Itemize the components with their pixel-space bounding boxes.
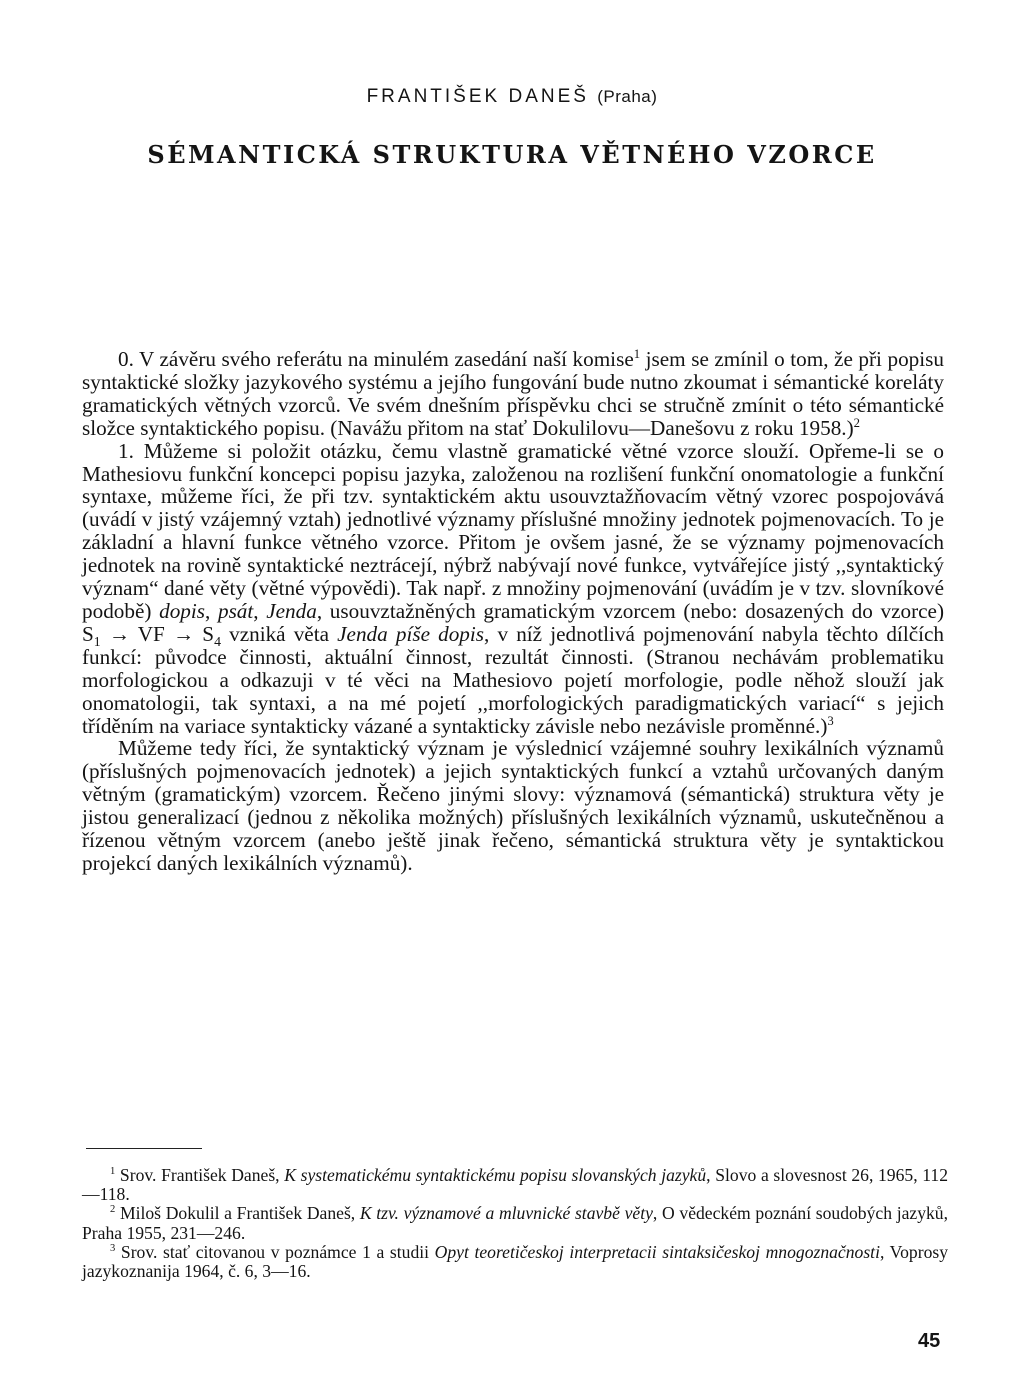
formula-arrows: → VF → S <box>100 621 215 646</box>
paragraph-0 <box>82 348 944 440</box>
author-affiliation: (Praha) <box>597 87 658 106</box>
example-word-jenda: Jenda <box>266 598 317 623</box>
footnote-ref-1: 1 <box>633 346 641 361</box>
paragraph-1-text-b: , usouvztažněných gramatickým vzorcem (nebo: dosazených do vzorce) S <box>82 598 944 646</box>
author-line <box>0 86 1024 108</box>
footnotes <box>82 1166 948 1281</box>
paragraph-1-text-c: vzniká věta <box>220 621 338 646</box>
footnote-2-mark: 2 <box>110 1204 116 1216</box>
author-name: FRANTIŠEK DANEŠ <box>366 86 589 107</box>
footnote-1-title: K systematickému syntaktickému popisu slovanských jazyků <box>284 1165 707 1185</box>
footnote-2-text-b: , O vědeckém poznání soudobých jazyků, Praha 1955, 231—246. <box>82 1203 948 1243</box>
footnote-2 <box>82 1204 948 1242</box>
comma-2: , <box>253 598 267 623</box>
example-sentence: Jenda píše dopis <box>337 621 485 646</box>
paragraph-2: Můžeme tedy říci, že syntaktický význam je výslednicí vzájemné souhry lexikálních významů (příslušných pojmenovacích jednotek) a jejich syntaktických funkcí a vztahů určovaných daným větným (gramatickým) vzorcem. Řečeno jinými slovy: významová (sémantická) struktura věty je jistou generalizací (jednou z několika možných) příslušných lexikálních významů, uskutečněnou a řízenou větným vzorcem (anebo ještě jinak řečeno, sémantická struktura věty je syntaktickou projekcí daných lexikálních významů). <box>82 736 944 875</box>
example-word-dopis: dopis <box>159 598 206 623</box>
footnote-3-text-b: , Voprosy jazykoznanija 1964, č. 6, 3—16. <box>82 1241 949 1282</box>
footnote-1 <box>82 1166 948 1204</box>
article-title: SÉMANTICKÁ STRUKTURA VĚTNÉHO VZORCE <box>147 140 877 169</box>
footnote-2-text-a: Miloš Dokulil a František Daneš, <box>115 1203 360 1224</box>
footnote-3-text-a: Srov. stať citovanou v poznámce 1 a studii <box>115 1241 435 1262</box>
article-body <box>82 348 944 875</box>
paragraph-1 <box>82 440 944 738</box>
footnote-ref-3: 3 <box>827 713 834 728</box>
footnote-3-title: Opyt teoretičeskoj interpretacii sintaksičeskoj mnogoznačnosti <box>434 1241 880 1262</box>
footnote-3-mark: 3 <box>110 1242 116 1254</box>
footnote-1-text-a: Srov. František Daneš, <box>115 1165 285 1185</box>
subscript-4: 4 <box>214 634 221 650</box>
comma-1: , <box>205 598 218 623</box>
page-number: 45 <box>918 1330 941 1352</box>
paragraph-0-text-a: 0. V závěru svého referátu na minulém zasedání naší komise <box>118 347 634 371</box>
footnote-1-mark: 1 <box>110 1166 116 1178</box>
footnote-3 <box>82 1243 948 1281</box>
footnote-1-text-b: , Slovo a slovesnost 26, 1965, 112—118. <box>82 1165 948 1205</box>
footnote-2-title: K tzv. významové a mluvnické stavbě věty <box>359 1203 653 1224</box>
example-word-psat: psát <box>217 598 254 623</box>
paragraph-0-text-b: jsem se zmínil o tom, že při popisu syntaktické složky jazykového systému a jejího fungování bude nutno zkoumat i sémantické koreláty gramatických větných vzorců. Ve svém dnešním příspěvku chci se stručně zmínit o této sémantické složce syntaktického popisu. (Navážu přitom na stať Dokulilovu—Danešovu z roku 1958.) <box>82 347 944 440</box>
footnote-divider <box>86 1148 202 1149</box>
footnote-ref-2: 2 <box>853 415 860 430</box>
paragraph-1-text-d: , v níž jednotlivá pojmenování nabyla těchto dílčích funkcí: původce činnosti, aktuální činnost, rezultát činnosti. (Stranou nechávám problematiku morfologickou a odkazuji v té věci na Mathesiovo pojetí morfologie, podle něhož slouží jak onomatologii, tak syntaxi, a na mé pojetí ,,morfologických paradigmatických variací“ s jejich tříděním na variace syntakticky vázané a syntakticky závisle nebo nezávisle proměnné.) <box>82 621 944 738</box>
paragraph-1-text-a: 1. Můžeme si položit otázku, čemu vlastně gramatické větné vzorce slouží. Opřeme-li se o Mathesiovu funkční koncepci popisu jazyka, založenou na rozlišení funkční onomatologie a funkční syntaxe, můžeme říci, že při tzv. syntaktickém aktu usouvztažňovacím větný vzorec pospojovává (uvádí v jistý vzájemný vztah) jednotlivé významy příslušné množiny jednotek pojmenovacích. To je základní a hlavní funkce větného vzorce. Přitom je ovšem jasné, že se významy pojmenovacích jednotek na rovině syntaktické neztrácejí, nýbrž nabývají nové funkce, vytvářejíce jistý ,,syntaktický význam“ dané věty (větné výpovědi). Tak např. z množiny pojmenování (uvádím je v tzv. slovníkové podobě) <box>82 438 944 623</box>
subscript-1: 1 <box>93 634 101 650</box>
